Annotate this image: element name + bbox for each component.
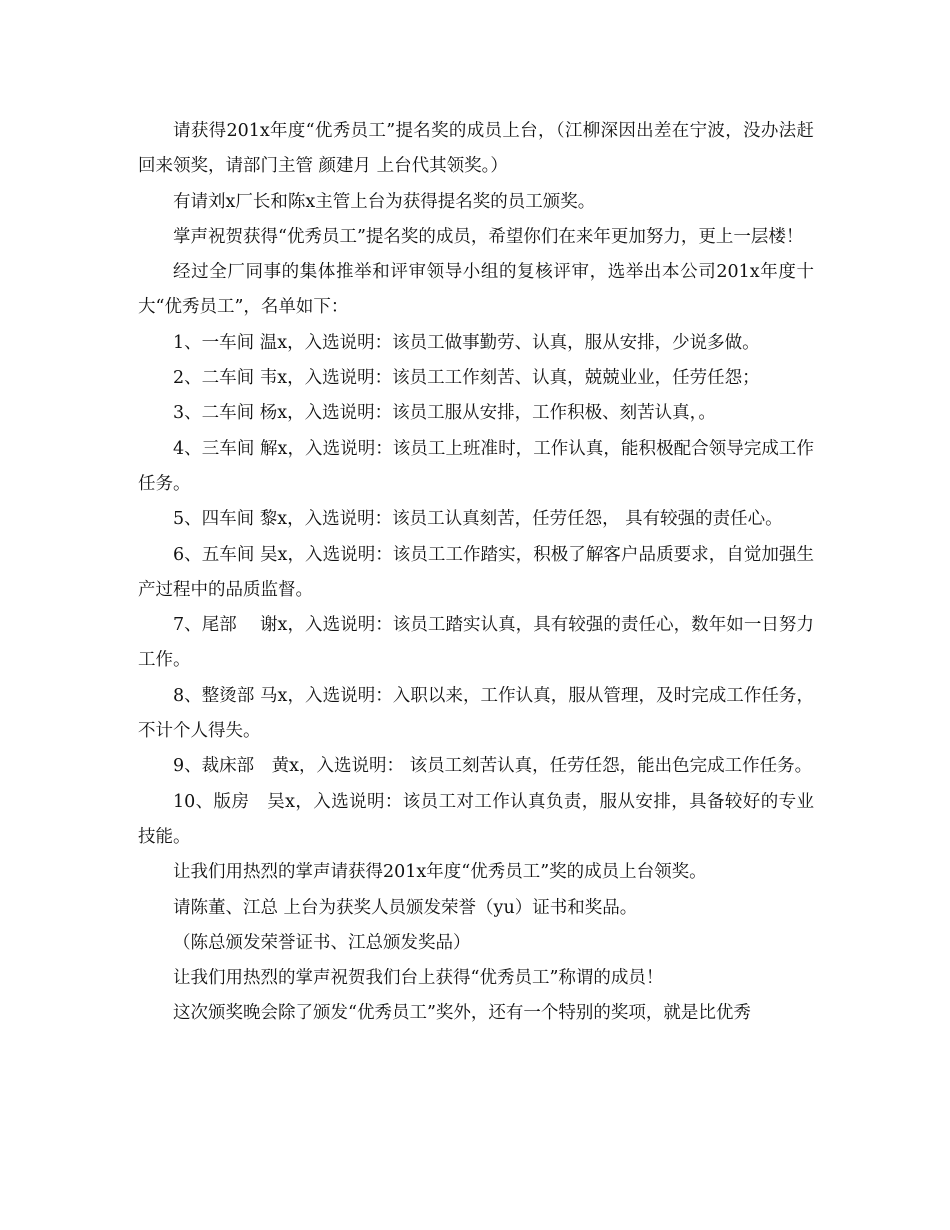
paragraph-award-presenters: 请陈董、江总 上台为获奖人员颁发荣誉（yu）证书和奖品。 — [173, 897, 638, 918]
list-item-winner-1: 1、一车间 温x，入选说明：该员工做事勤劳、认真，服从安排，少说多做。 — [173, 332, 760, 353]
list-item-winner-10: 10、版房 吴x，入选说明：该员工对工作认真负责，服从安排，具备较好的专业技能。 — [138, 791, 814, 847]
list-item-winner-7: 7、尾部 谢x，入选说明：该员工踏实认真，具有较强的责任心，数年如一日努力工作。 — [138, 615, 814, 671]
document-body — [138, 114, 814, 1032]
paragraph-stage-note: （陈总颁发荣誉证书、江总颁发奖品） — [173, 932, 471, 953]
list-item-winner-4: 4、三车间 解x，入选说明：该员工上班准时，工作认真，能积极配合领导完成工作任务。 — [138, 438, 814, 494]
paragraph-presenters: 有请刘x厂长和陈x主管上台为获得提名奖的员工颁奖。 — [173, 191, 596, 212]
paragraph-congratulation: 掌声祝贺获得“优秀员工”提名奖的成员，希望你们在来年更加努力，更上一层楼！ — [173, 226, 804, 247]
paragraph-selection-intro: 经过全厂同事的集体推举和评审领导小组的复核评审，选举出本公司201x年度十大“优秀员工”，名单如下： — [138, 262, 814, 318]
paragraph-nomination-call: 请获得201x年度“优秀员工”提名奖的成员上台，（江柳深因出差在宁波，没办法赶回来领奖，请部门主管 颜建月 上台代其领奖。） — [138, 121, 814, 177]
list-item-winner-3: 3、二车间 杨x，入选说明：该员工服从安排，工作积极、刻苦认真，。 — [173, 403, 716, 424]
list-item-winner-9: 9、裁床部 黄x，入选说明： 该员工刻苦认真，任劳任怨，能出色完成工作任务。 — [173, 756, 813, 777]
list-item-winner-6: 6、五车间 吴x，入选说明：该员工工作踏实，积极了解客户品质要求，自觉加强生产过程中的品质监督。 — [138, 544, 814, 600]
list-item-winner-5: 5、四车间 黎x，入选说明：该员工认真刻苦，任劳任怨， 具有较强的责任心。 — [173, 509, 783, 530]
paragraph-applause: 让我们用热烈的掌声祝贺我们台上获得“优秀员工”称谓的成员！ — [173, 968, 664, 989]
paragraph-special-award: 这次颁奖晚会除了颁发“优秀员工”奖外，还有一个特别的奖项，就是比优秀 — [173, 1003, 751, 1024]
paragraph-award-call: 让我们用热烈的掌声请获得201x年度“优秀员工”奖的成员上台领奖。 — [173, 862, 707, 883]
list-item-winner-2: 2、二车间 韦x，入选说明：该员工工作刻苦、认真，兢兢业业，任劳任怨； — [173, 368, 760, 389]
list-item-winner-8: 8、整烫部 马x，入选说明：入职以来，工作认真，服从管理，及时完成工作任务，不计个人得失。 — [138, 685, 814, 742]
